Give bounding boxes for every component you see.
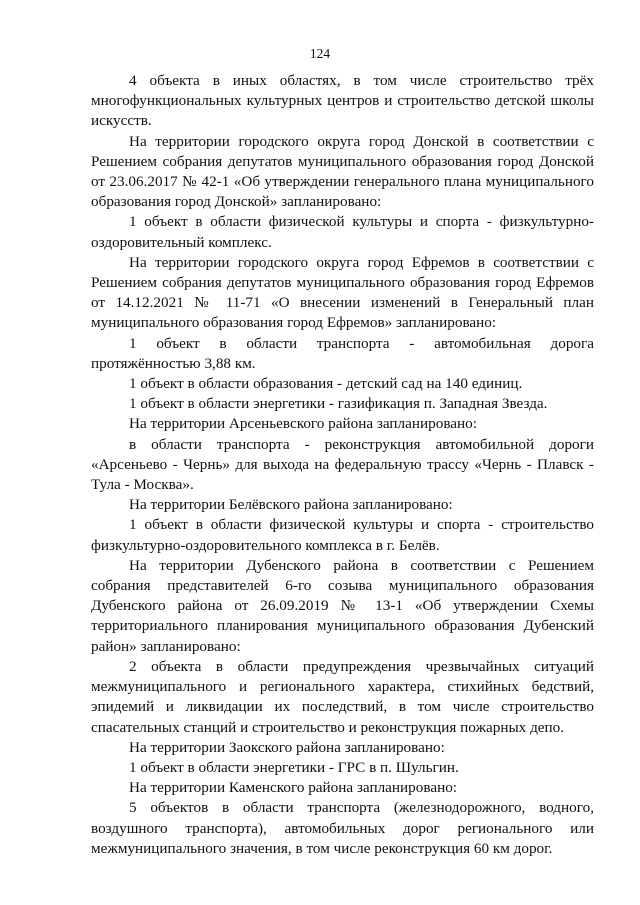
paragraph: На территории городского округа город Ефремов в соответствии с Решением собрания депутатов муниципального образования город Ефремов от 14.12.2021 № 11-71 «О внесении изменений в Генеральный план муниципального образования город Ефремов» запланировано: (91, 253, 594, 332)
paragraph: 2 объекта в области предупреждения чрезвычайных ситуаций межмуниципального и регионального характера, стихийных бедствий, эпидемий и ликвидации их последствий, в том числе строительство спасательных станций и строительство и реконструкция пожарных депо. (91, 657, 594, 736)
paragraph: На территории Дубенского района в соответствии с Решением собрания представителей 6-го созыва муниципального образования Дубенского района от 26.09.2019 № 13-1 «Об утверждении Схемы территориального планирования муниципального образования Дубенский район» запланировано: (91, 556, 594, 655)
paragraph: в области транспорта - реконструкция автомобильной дороги «Арсеньево - Чернь» для выхода на федеральную трассу «Чернь - Плавск - Тула - Москва». (91, 435, 594, 494)
paragraph: На территории Арсеньевского района запланировано: (129, 415, 477, 433)
paragraph: На территории Каменского района запланировано: (129, 779, 458, 797)
page-number: 124 (309, 46, 331, 61)
paragraph: На территории городского округа город Донской в соответствии с Решением собрания депутатов муниципального образования город Донской от 23.06.2017 № 42-1 «Об утверждении генерального плана муниципального образования город Донской» запланировано: (91, 132, 594, 211)
paragraph: 1 объект в области физической культуры и спорта - строительство физкультурно-оздоровительного комплекса в г. Белёв. (91, 516, 594, 554)
paragraph: 1 объект в области физической культуры и спорта - физкультурно-оздоровительный комплекс. (91, 213, 594, 251)
paragraph: 1 объект в области энергетики - газификация п. Западная Звезда. (129, 395, 548, 413)
paragraph: 1 объект в области образования - детский сад на 140 единиц. (129, 375, 523, 393)
paragraph: 1 объект в области энергетики - ГРС в п. Шульгин. (129, 758, 459, 776)
paragraph: На территории Заокского района запланировано: (129, 738, 445, 756)
paragraph: 1 объект в области транспорта - автомобильная дорога протяжённостью 3,88 км. (91, 334, 594, 372)
paragraph: На территории Белёвского района запланировано: (129, 496, 453, 514)
document-body (91, 71, 594, 859)
paragraph: 4 объекта в иных областях, в том числе строительство трёх многофункциональных культурных центров и строительство детской школы искусств. (91, 72, 594, 130)
paragraph: 5 объектов в области транспорта (железнодорожного, водного, воздушного транспорта), автомобильных дорог регионального или межмуниципального значения, в том числе реконструкция 60 км дорог. (91, 799, 594, 857)
